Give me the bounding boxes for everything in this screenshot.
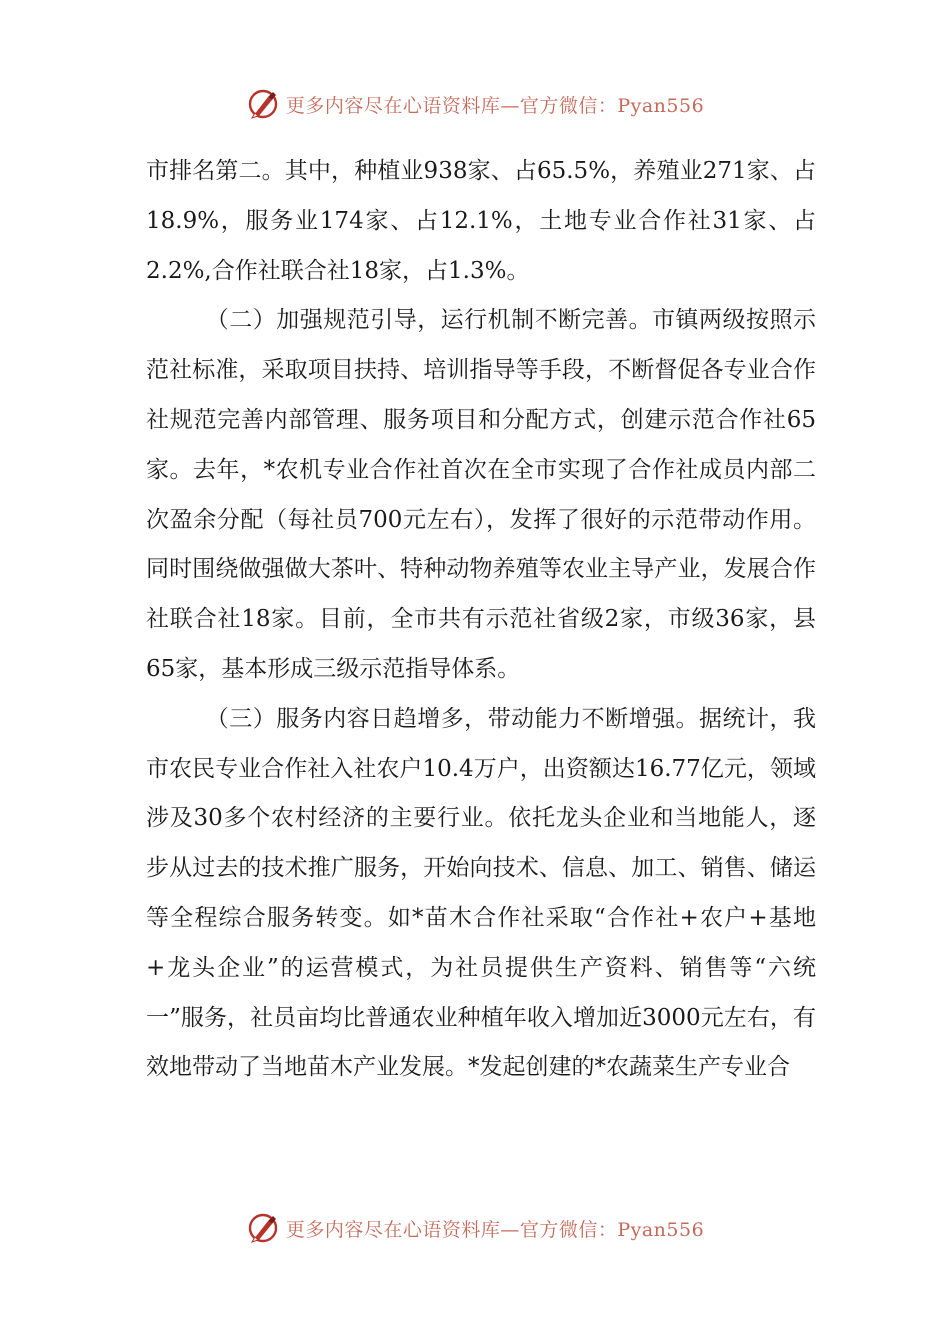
paragraph-1: 市排名第二。其中，种植业938家、占65.5%，养殖业271家、占18.9%，服务业174家、占12.1%，土地专业合作社31家、占2.2%,合作社联合社18家，占1.3%。 xyxy=(146,158,816,284)
watermark-text: 更多内容尽在心语资料库—官方微信：Pyan556 xyxy=(285,94,705,117)
paragraph-3: （三）服务内容日趋增多，带动能力不断增强。据统计，我市农民专业合作社入社农户10.4万户，出资额达16.77亿元，领域涉及30多个农村经济的主要行业。依托龙头企业和当地能人，逐步从过去的技术推广服务，开始向技术、信息、加工、销售、储运等全程综合服务转变。如*苗木合作社采取“合作社+农户+基地+龙头企业”的运营模式，为社员提供生产资料、销售等“六统一”服务，社员亩均比普通农业种植年收入增加近3000元左右，有效地带动了当地苗木产业发展。*发起创建的*农蔬菜生产专业合 xyxy=(146,705,816,1081)
pen-logo-icon xyxy=(246,87,280,121)
watermark-text: 更多内容尽在心语资料库—官方微信：Pyan556 xyxy=(285,1218,705,1241)
paragraph-2: （二）加强规范引导，运行机制不断完善。市镇两级按照示范社标准，采取项目扶持、培训指导等手段，不断督促各专业合作社规范完善内部管理、服务项目和分配方式，创建示范合作社65家。去年，*农机专业合作社首次在全市实现了合作社成员内部二次盈余分配（每社员700元左右），发挥了很好的示范带动作用。同时围绕做强做大茶叶、特种动物养殖等农业主导产业，发展合作社联合社18家。目前，全市共有示范社省级2家，市级36家，县65家，基本形成三级示范指导体系。 xyxy=(146,307,816,682)
document-body xyxy=(146,147,816,1093)
header-watermark xyxy=(0,84,950,124)
pen-logo-icon xyxy=(246,1211,280,1245)
footer-watermark xyxy=(0,1208,950,1248)
